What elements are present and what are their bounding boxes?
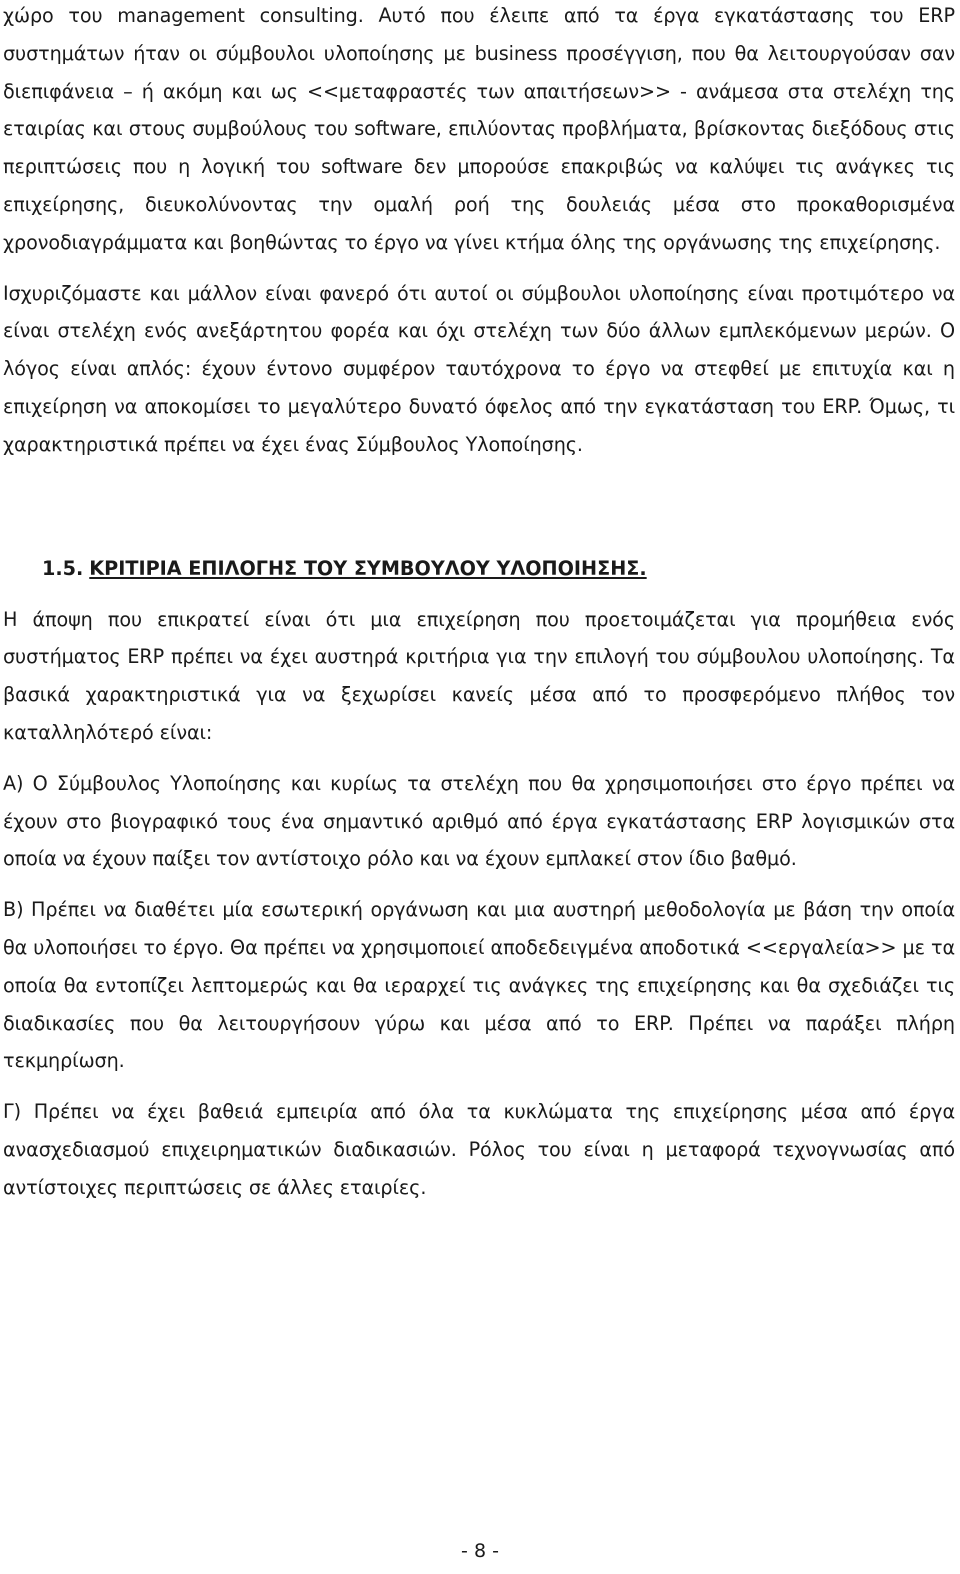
body-paragraph: Ισχυριζόμαστε και μάλλον είναι φανερό ότι αυτοί οι σύμβουλοι υλοποίησης είναι προτιμότερο να είναι στελέχη ενός ανεξάρτητου φορέα και όχι στελέχη των δύο άλλων εμπλεκόμενων μερών. Ο λόγος είναι απλός: έχουν έντονο συμφέρον ταυτόχρονα το έργο να στεφθεί με επιτυχία και η επιχείρηση να αποκομίσει το μεγαλύτερο δυνατό όφελος από την εγκατάσταση του ERP. Όμως, τι χαρακτηριστικά πρέπει να έχει ένας Σύμβουλος Υλοποίησης. xyxy=(3,281,955,456)
body-paragraph: Η άποψη που επικρατεί είναι ότι μια επιχείρηση που προετοιμάζεται για προμήθεια ενός συστήματος ERP πρέπει να έχει αυστηρά κριτήρια για την επιλογή του σύμβουλου υλοποίησης. Τα βασικά χαρακτηριστικά για να ξεχωρίσει κανείς μέσα από το προσφερόμενο πλήθος τον καταλληλότερό είναι: xyxy=(3,607,955,744)
page-number: - 8 - xyxy=(461,1540,499,1562)
criterion-paragraph-a: Α) Ο Σύμβουλος Υλοποίησης και κυρίως τα στελέχη που θα χρησιμοποιήσει στο έργο πρέπει να έχουν στο βιογραφικό τους ένα σημαντικό αριθμό από έργα εγκατάστασης ERP λογισμικών στα οποία να έχουν παίξει τον αντίστοιχο ρόλο και να έχουν εμπλακεί στον ίδιο βαθμό. xyxy=(3,771,955,871)
criterion-paragraph-b: Β) Πρέπει να διαθέτει μία εσωτερική οργάνωση και μια αυστηρή μεθοδολογία με βάση την οποία θα υλοποιήσει το έργο. Θα πρέπει να χρησιμοποιεί αποδεδειγμένα αποδοτικά <<εργαλεία>> με τα οποία θα εντοπίζει λεπτομερώς και θα ιεραρχεί τις ανάγκες της επιχείρησης και θα σχεδιάζει τις διαδικασίες που θα λειτουργήσουν γύρω και μέσα από το ERP. Πρέπει να παράξει πλήρη τεκμηρίωση. xyxy=(3,898,955,1073)
section-heading xyxy=(3,550,955,588)
section-title: ΚΡΙΤΙΡΙΑ ΕΠΙΛΟΓΗΣ ΤΟΥ ΣΥΜΒΟΥΛΟΥ ΥΛΟΠΟΙΗΣΗΣ. xyxy=(89,556,647,580)
document-body xyxy=(3,0,955,1207)
criterion-paragraph-c: Γ) Πρέπει να έχει βαθειά εμπειρία από όλα τα κυκλώματα της επιχείρησης μέσα από έργα ανασχεδιασμού επιχειρηματικών διαδικασιών. Ρόλος του είναι η μεταφορά τεχνογνωσίας από αντίστοιχες περιπτώσεις σε άλλες εταιρίες. xyxy=(3,1100,955,1199)
section-number: 1.5. xyxy=(42,556,84,580)
body-paragraph: χώρο του management consulting. Αυτό που έλειπε από τα έργα εγκατάστασης του ERP συστημάτων ήταν οι σύμβουλοι υλοποίησης με business προσέγγιση, που θα λειτουργούσαν σαν διεπιφάνεια – ή ακόμη και ως <<μεταφραστές των απαιτήσεων>> - ανάμεσα στα στελέχη της εταιρίας και στους συμβούλους του software, επιλύοντας προβλήματα, βρίσκοντας διεξόδους στις περιπτώσεις που η λογική του software δεν μπορούσε επακριβώς να καλύψει τις ανάγκες τις επιχείρησης, διευκολύνοντας την ομαλή ροή της δουλειάς μέσα στο προκαθορισμένα χρονοδιαγράμματα και βοηθώντας το έργο να γίνει κτήμα όλης της οργάνωσης της επιχείρησης. xyxy=(3,4,955,254)
